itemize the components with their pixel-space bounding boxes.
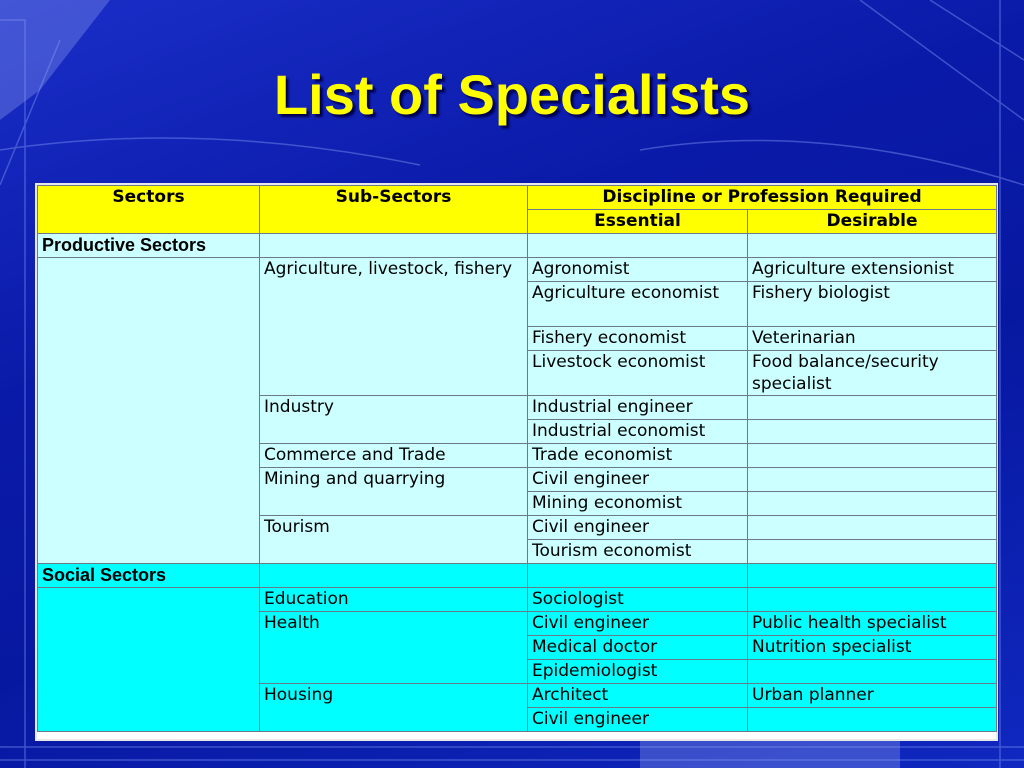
sub-sector-cell: Mining and quarrying: [260, 468, 528, 516]
essential-cell: Architect: [528, 684, 748, 708]
desirable-cell: [748, 708, 997, 732]
sub-sector-cell: Health: [260, 612, 528, 684]
sub-sector-cell: Industry: [260, 396, 528, 444]
sector-label-social: Social Sectors: [38, 564, 260, 588]
desirable-cell: [748, 468, 997, 492]
essential-cell: Livestock economist: [528, 351, 748, 396]
desirable-cell: Food balance/security specialist: [748, 351, 997, 396]
table-row: [38, 588, 997, 612]
essential-cell: Mining economist: [528, 492, 748, 516]
essential-cell: Sociologist: [528, 588, 748, 612]
essential-cell: Trade economist: [528, 444, 748, 468]
desirable-cell: Public health specialist: [748, 612, 997, 636]
desirable-cell: [748, 444, 997, 468]
essential-cell: Civil engineer: [528, 708, 748, 732]
table-row: [38, 258, 997, 282]
sector-label-productive: Productive Sectors: [38, 234, 260, 258]
desirable-cell: [748, 492, 997, 516]
desirable-cell: Veterinarian: [748, 327, 997, 351]
essential-cell: Tourism economist: [528, 540, 748, 564]
desirable-cell: [748, 420, 997, 444]
essential-cell: Medical doctor: [528, 636, 748, 660]
desirable-cell: [748, 588, 997, 612]
essential-cell: Fishery economist: [528, 327, 748, 351]
desirable-cell: Agriculture extensionist: [748, 258, 997, 282]
essential-cell: Civil engineer: [528, 516, 748, 540]
table-row: [38, 234, 997, 258]
header-sectors: Sectors: [38, 186, 260, 234]
desirable-cell: [748, 516, 997, 540]
sub-sector-cell: Commerce and Trade: [260, 444, 528, 468]
sub-sector-cell: Education: [260, 588, 528, 612]
desirable-cell: [748, 396, 997, 420]
sub-sector-cell: Agriculture, livestock, fishery: [260, 258, 528, 396]
essential-cell: Industrial economist: [528, 420, 748, 444]
desirable-cell: Fishery biologist: [748, 282, 997, 327]
essential-cell: Civil engineer: [528, 468, 748, 492]
desirable-cell: [748, 660, 997, 684]
essential-cell: Agronomist: [528, 258, 748, 282]
sub-sector-cell: Tourism: [260, 516, 528, 564]
specialists-table-container: [35, 183, 998, 741]
header-discipline: Discipline or Profession Required: [528, 186, 997, 210]
essential-cell: Civil engineer: [528, 612, 748, 636]
essential-cell: Industrial engineer: [528, 396, 748, 420]
essential-cell: Epidemiologist: [528, 660, 748, 684]
header-essential: Essential: [528, 210, 748, 234]
desirable-cell: Urban planner: [748, 684, 997, 708]
page-title: List of Specialists: [273, 63, 751, 126]
sub-sector-cell: Housing: [260, 684, 528, 732]
table-row: [38, 564, 997, 588]
specialists-table: [37, 185, 997, 732]
desirable-cell: Nutrition specialist: [748, 636, 997, 660]
desirable-cell: [748, 540, 997, 564]
header-desirable: Desirable: [748, 210, 997, 234]
header-sub-sectors: Sub-Sectors: [260, 186, 528, 234]
essential-cell: Agriculture economist: [528, 282, 748, 327]
